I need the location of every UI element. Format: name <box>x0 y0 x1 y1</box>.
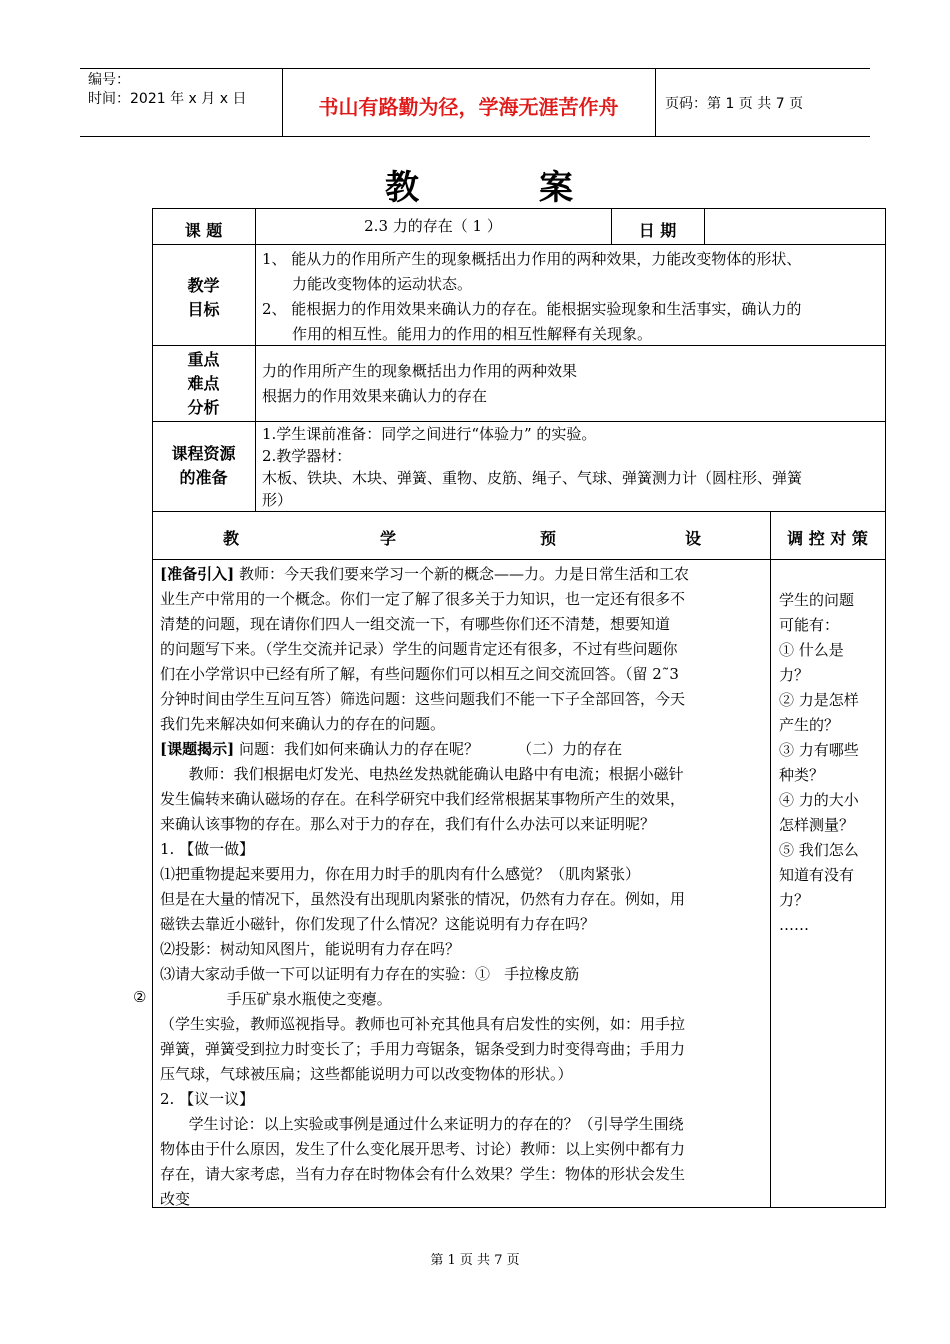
design-line: 我们先来解决如何来确认力的存在的问题。 <box>160 715 446 733</box>
table-top-border <box>152 208 886 209</box>
design-body <box>160 562 765 1212</box>
resources-label-line: 课程资源 <box>171 444 236 463</box>
page-footer: 第 1 页 共 7 页 <box>430 1253 520 1268</box>
design-line: [课题揭示] 问题：我们如何来确认力的存在呢？ （二）力的存在 <box>160 740 623 758</box>
col-divider-label <box>255 208 256 511</box>
topic-value: 2.3 力的存在（ 1 ） <box>364 217 502 235</box>
goals-label <box>152 274 255 322</box>
design-line: 手压矿泉水瓶使之变瘪。 <box>160 990 392 1008</box>
design-line: 但是在大量的情况下，虽然没有出现肌肉紧张的情况，仍然有力存在。例如，用 <box>160 890 686 908</box>
row-divider-3 <box>152 421 886 422</box>
goals-label-line: 教学 <box>187 276 220 295</box>
design-line: 改变 <box>160 1190 191 1208</box>
topic-label: 课 题 <box>184 221 223 240</box>
key-point-line: 力的作用所产生的现象概括出力作用的两种效果 <box>262 362 578 380</box>
control-line: ③ 力有哪些 <box>779 741 859 759</box>
goal-line: 作用的相互性。能用力的作用的相互性解释有关现象。 <box>292 325 653 343</box>
control-header: 调 控 对 策 <box>787 529 868 548</box>
design-line: 压气球，气球被压扁；这些都能说明力可以改变物体的形状。） <box>160 1065 573 1083</box>
design-line: （学生实验，教师巡视指导。教师也可补充其他具有启发性的实例，如：用手拉 <box>160 1015 686 1033</box>
header-bottom-rule <box>80 136 870 137</box>
row-divider-5 <box>152 559 886 560</box>
control-line: 产生的？ <box>779 716 840 734</box>
col-divider-date <box>704 208 705 244</box>
col-divider-control <box>770 511 771 1208</box>
design-line: ⑶请大家动手做一下可以证明有力存在的实验：① 手拉橡皮筋 <box>160 965 580 983</box>
control-line: ① 什么是 <box>779 641 844 659</box>
design-line: 的问题写下来。（学生交流并记录）学生的问题肯定还有很多，不过有些问题你 <box>160 640 678 658</box>
key-label-line: 难点 <box>187 374 220 393</box>
key-content <box>262 359 882 409</box>
document-title: 教案 <box>385 168 693 208</box>
control-line: 学生的问题 <box>779 591 855 609</box>
resource-line: 形） <box>262 491 293 509</box>
goal-line: 力能改变物体的运动状态。 <box>292 275 473 293</box>
control-line: …… <box>779 916 809 934</box>
design-line: [准备引入] 教师：今天我们要来学习一个新的概念——力。力是日常生活和工农 <box>160 565 689 583</box>
header-motto: 书山有路勤为径，学海无涯苦作舟 <box>318 95 619 119</box>
control-body <box>779 588 883 938</box>
key-label <box>152 348 255 420</box>
design-line: 1. 【做一做】 <box>160 840 255 858</box>
design-header-3: 预 <box>540 529 557 548</box>
design-line: 物体由于什么原因，发生了什么变化展开思考、讨论）教师：以上实例中都有力 <box>160 1140 686 1158</box>
design-line: 发生偏转来确认磁场的存在。在科学研究中我们经常根据某事物所产生的效果， <box>160 790 686 808</box>
design-line: 教师：我们根据电灯发光、电热丝发热就能确认电路中有电流；根据小磁针 <box>160 765 684 783</box>
control-line: ⑤ 我们怎么 <box>779 841 859 859</box>
control-line: ④ 力的大小 <box>779 791 859 809</box>
design-line: 分钟时间由学生互问互答）筛选问题：这些问题我们不能一下子全部回答，今天 <box>160 690 686 708</box>
control-line: 力？ <box>779 666 810 684</box>
design-line: 清楚的问题，现在请你们四人一组交流一下，有哪些你们还不清楚，想要知道 <box>160 615 671 633</box>
control-line: 知道有没有 <box>779 866 855 884</box>
row-divider-4 <box>152 511 886 512</box>
control-line: 可能有： <box>779 616 840 634</box>
design-line: 们在小学常识中已经有所了解，有些问题你们可以相互之间交流回答。（留 2˜3 <box>160 665 679 683</box>
control-line: 种类？ <box>779 766 825 784</box>
key-point-line: 根据力的作用效果来确认力的存在 <box>262 387 488 405</box>
design-line: ⑵投影：树动知风图片，能说明有力存在吗？ <box>160 940 461 958</box>
key-label-line: 分析 <box>187 398 220 417</box>
design-line: ⑴把重物提起来要用力，你在用力时手的肌肉有什么感觉？（肌肉紧张） <box>160 865 641 883</box>
header-divider-right <box>655 68 656 136</box>
design-line: 存在，请大家考虑，当有力存在时物体会有什么效果？学生：物体的形状会发生 <box>160 1165 686 1183</box>
resource-line: 木板、铁块、木块、弹簧、重物、皮筋、绳子、气球、弹簧测力计（圆柱形、弹簧 <box>262 469 803 487</box>
date-label: 日 期 <box>638 221 677 240</box>
resources-content <box>262 423 882 511</box>
resources-label-line: 的准备 <box>179 468 228 487</box>
header-page-label: 页码：第 1 页 共 7 页 <box>665 96 804 112</box>
goal-line: 1、 能从力的作用所产生的现象概括出力作用的两种效果，力能改变物体的形状、 <box>262 250 802 268</box>
goals-label-line: 目标 <box>187 300 220 319</box>
design-line: 来确认该事物的存在。那么对于力的存在，我们有什么办法可以来证明呢？ <box>160 815 656 833</box>
design-line: 学生讨论：以上实验或事例是通过什么来证明力的存在的？（引导学生围绕 <box>160 1115 684 1133</box>
design-line: 2. 【议一议】 <box>160 1090 255 1108</box>
design-header-2: 学 <box>380 529 397 548</box>
control-line: 力？ <box>779 891 810 909</box>
table-right-border <box>885 208 886 1208</box>
row-divider-1 <box>152 244 886 245</box>
resource-line: 1.学生课前准备：同学之间进行“体验力” 的实验。 <box>262 425 597 443</box>
goals-content <box>262 247 882 347</box>
goal-line: 2、 能根据力的作用效果来确认力的存在。能根据实验现象和生活事实，确认力的 <box>262 300 802 318</box>
resources-label <box>152 442 255 490</box>
header-number-label: 编号： <box>88 72 130 88</box>
key-label-line: 重点 <box>187 350 220 369</box>
header-top-rule <box>80 68 870 69</box>
design-line: 业生产中常用的一个概念。你们一定了解了很多关于力知识，也一定还有很多不 <box>160 590 686 608</box>
design-header-1: 教 <box>223 529 240 548</box>
control-line: 怎样测量？ <box>779 816 855 834</box>
resource-line: 2.教学器材： <box>262 447 352 465</box>
design-header-4: 设 <box>685 529 702 548</box>
margin-mark: ② <box>133 988 147 1006</box>
control-line: ② 力是怎样 <box>779 691 859 709</box>
design-line: 弹簧，弹簧受到拉力时变长了；手用力弯锯条，锯条受到力时变得弯曲；手用力 <box>160 1040 686 1058</box>
header-time-label: 时间：2021 年 x 月 x 日 <box>88 91 247 107</box>
design-line: 磁铁去靠近小磁针，你们发现了什么情况？这能说明有力存在吗？ <box>160 915 596 933</box>
